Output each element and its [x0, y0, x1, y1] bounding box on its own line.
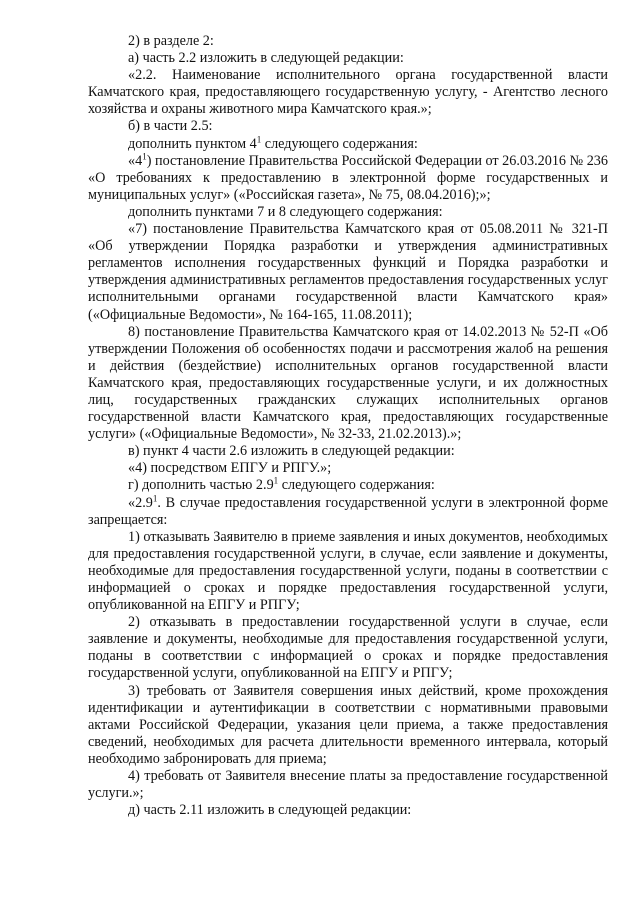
- paragraph-prohibition-4: 4) требовать от Заявителя внесение платы за предоставление государственной услуги.»;: [88, 768, 608, 802]
- paragraph-add-point-4-1: [88, 133, 608, 153]
- paragraph-section-2: 2) в разделе 2:: [128, 33, 214, 49]
- paragraph-add-points-7-8: дополнить пунктами 7 и 8 следующего содержания:: [128, 203, 443, 220]
- paragraph-point-8: 8) постановление Правительства Камчатского края от 14.02.2013 № 52-П «Об утверждении Положения об особенностях подачи и рассмотрения жалоб на решения и действия (бездействие) исполнительных органов государственной власти Камчатского края, предоставляющих государственные услуги, и их должностных лиц, государственных гражданских служащих исполнительных органов государственной власти Камчатского края, предоставляющих государственные услуги» («Официальные Ведомости», № 32-33, 21.02.2013).»;: [88, 323, 608, 443]
- paragraph-point-4-1: [88, 150, 608, 204]
- text-fragment: дополнить пунктом 4: [128, 135, 257, 152]
- text-fragment: следующего содержания:: [261, 135, 418, 152]
- superscript: 1: [273, 475, 279, 486]
- document-page: [88, 33, 608, 819]
- paragraph-point-4-epgu: «4) посредством ЕПГУ и РПГУ.»;: [128, 460, 332, 477]
- paragraph-item-a: а) часть 2.2 изложить в следующей редакции:: [128, 50, 404, 67]
- superscript: 1: [142, 150, 147, 161]
- paragraph-item-g: [88, 477, 608, 494]
- paragraph-quote-2-2: «2.2. Наименование исполнительного органа государственной власти Камчатского края, предоставляющего государственную услугу, - Агентство лесного хозяйства и охраны животного мира Камчатского края.»;: [88, 67, 608, 118]
- text-fragment: . В случае предоставления государственной услуги в электронной форме запрещается:: [88, 494, 608, 528]
- paragraph-item-b: б) в части 2.5:: [128, 118, 213, 135]
- superscript: 1: [256, 133, 262, 144]
- text-fragment: ) постановление Правительства Российской Федерации от 26.03.2016 № 236 «О требованиях к предоставлению в электронной форме государственных и муниципальных услуг» («Российская газета», № 75, 08.04.2016);»;: [88, 152, 608, 203]
- text-fragment: г) дополнить частью 2.9: [128, 477, 274, 494]
- paragraph-item-v: в) пункт 4 части 2.6 изложить в следующей редакции:: [128, 443, 455, 460]
- text-fragment: «2.9: [128, 494, 153, 511]
- paragraph-prohibition-1: 1) отказывать Заявителю в приеме заявления и иных документов, необходимых для предоставления государственной услуги, в случае, если заявление и документы, необходимые для предоставления государственной услуги, поданы в соответствии с информацией о сроках и порядке предоставления государственной услуги, опубликованной на ЕПГУ и РПГУ;: [88, 528, 608, 614]
- paragraph-prohibition-3: 3) требовать от Заявителя совершения иных действий, кроме прохождения идентификации и аутентификации в соответствии с нормативными правовыми актами Российской Федерации, указания цели приема, а также предоставления сведений, необходимых для расчета длительности временного интервала, который необходимо забронировать для приема;: [88, 682, 608, 767]
- text-fragment: «4: [128, 152, 143, 169]
- superscript: 1: [152, 492, 158, 503]
- text-fragment: следующего содержания:: [278, 477, 435, 494]
- paragraph-item-d: д) часть 2.11 изложить в следующей редакции:: [128, 802, 412, 819]
- paragraph-point-7: «7) постановление Правительства Камчатского края от 05.08.2011 № 321-П «Об утверждении Порядка разработки и утверждения административных регламентов исполнения государственных функций и Порядка разработки и утверждения административных регламентов предоставления государственных услуг исполнительными органами государственной власти Камчатского края» («Официальные Ведомости», № 164-165, 11.08.2011);: [88, 221, 608, 323]
- paragraph-quote-2-9-1: [88, 492, 608, 529]
- paragraph-prohibition-2: 2) отказывать в предоставлении государственной услуги в случае, если заявление и документы, необходимые для предоставления государственной услуги, поданы в соответствии с информацией о сроках и порядке предоставления государственной услуги, опубликованной на ЕПГУ и РПГУ;: [88, 614, 608, 682]
